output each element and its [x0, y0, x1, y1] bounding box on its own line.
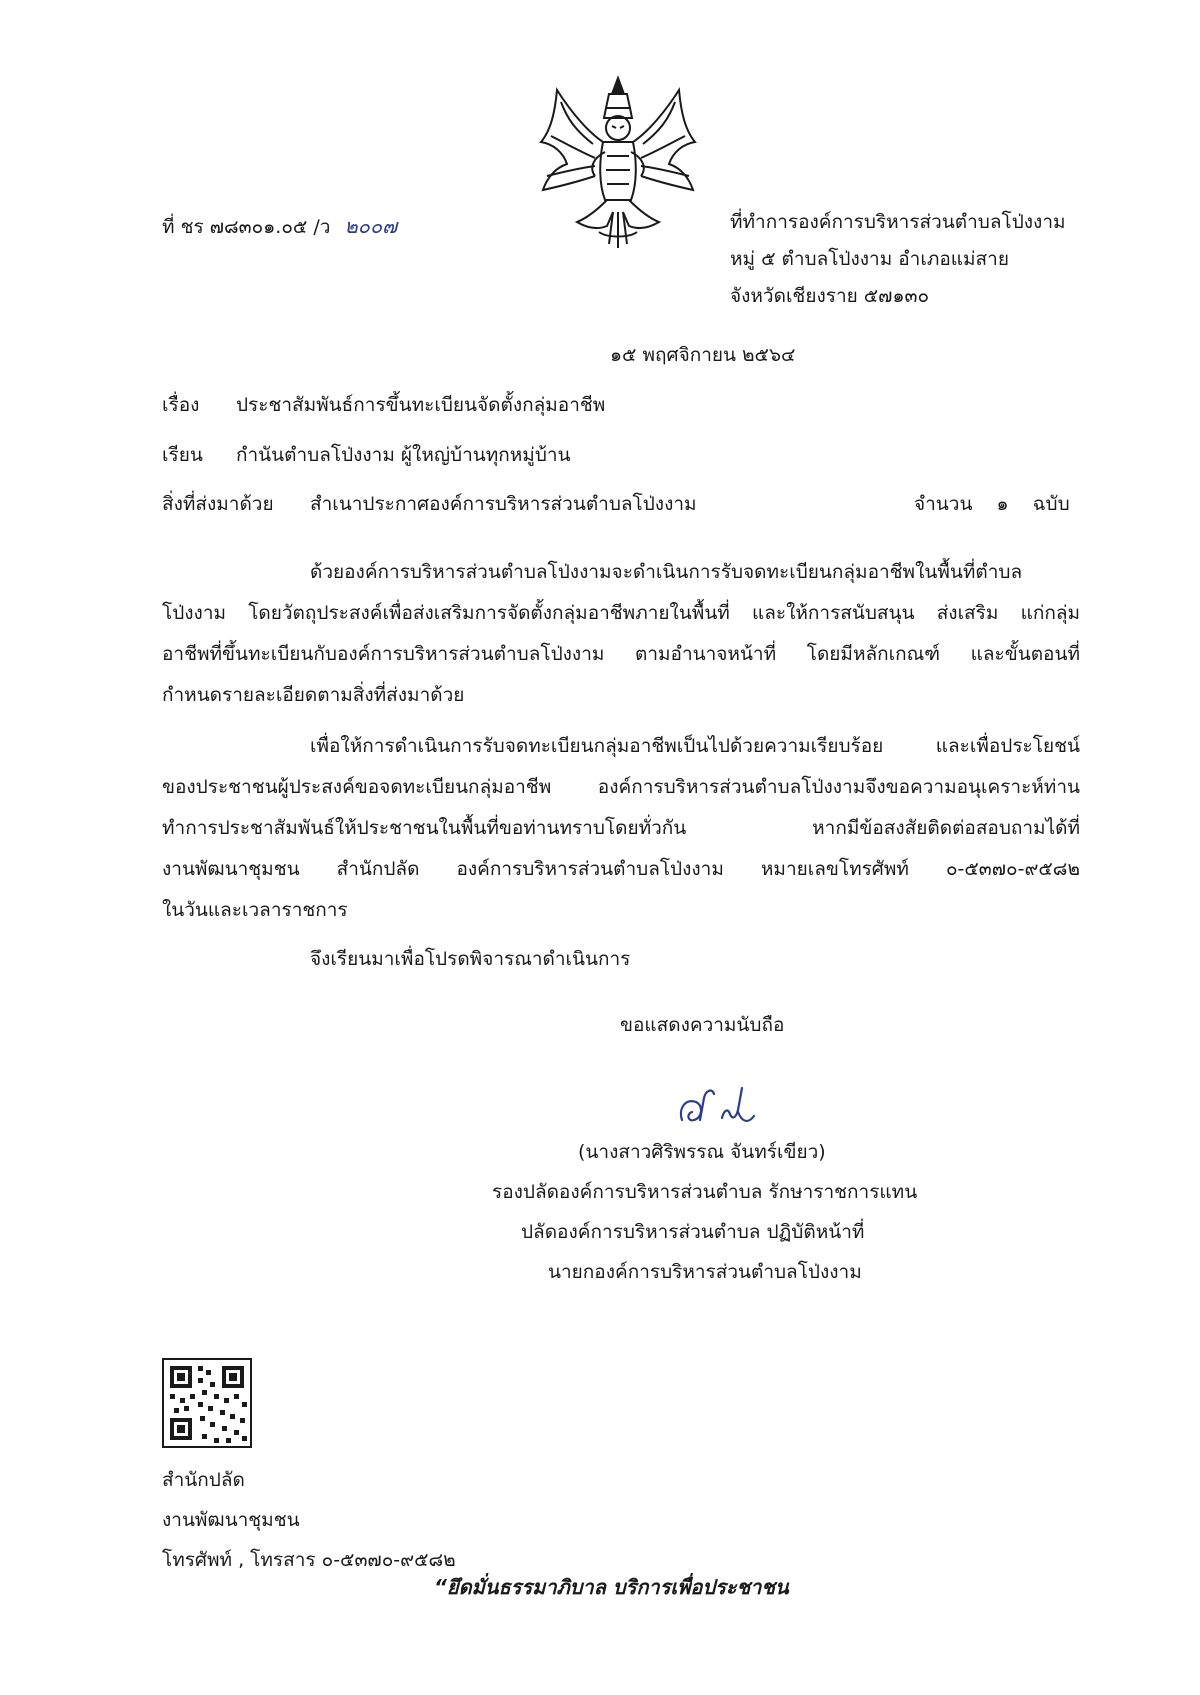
paragraph-line: เพื่อให้การดำเนินการรับจดทะเบียนกลุ่มอาชีพเป็นไปด้วยความเรียบร้อย และเพื่อประโยชน์: [310, 735, 1080, 757]
enclosure-count-label: จำนวน: [914, 493, 973, 515]
office-address-line: จังหวัดเชียงราย ๕๗๑๓๐: [730, 285, 930, 307]
closing-regards: ขอแสดงความนับถือ: [620, 1014, 785, 1036]
office-address-line: ที่ทำการองค์การบริหารส่วนตำบลโป่งงาม: [730, 211, 1066, 233]
garuda-emblem-icon: [533, 72, 703, 252]
signer-title-line: รองปลัดองค์การบริหารส่วนตำบล รักษาราชการแทน: [492, 1181, 918, 1203]
to-label: เรียน: [162, 444, 203, 466]
to-value: กำนันตำบลโป่งงาม ผู้ใหญ่บ้านทุกหมู่บ้าน: [236, 444, 571, 466]
signature-icon: [672, 1078, 764, 1136]
paragraph-line: ทำการประชาสัมพันธ์ให้ประชาชนในพื้นที่ขอท่านทราบโดยทั่วกัน หากมีข้อสงสัยติดต่อสอบถามได้ที่: [162, 817, 1080, 839]
paragraph-line: ของประชาชนผู้ประสงค์ขอจดทะเบียนกลุ่มอาชีพ องค์การบริหารส่วนตำบลโป่งงามจึงขอความอนุเคราะห์ท่าน: [162, 776, 1080, 798]
office-address-line: หมู่ ๕ ตำบลโป่งงาม อำเภอแม่สาย: [730, 248, 1009, 270]
enclosure-count-value: ๑: [996, 493, 1009, 515]
footer-phone: โทรศัพท์ , โทรสาร ๐-๕๓๗๐-๙๕๘๒: [162, 1549, 456, 1571]
subject-value: ประชาสัมพันธ์การขึ้นทะเบียนจัดตั้งกลุ่มอาชีพ: [236, 394, 606, 416]
enclosure-value: สำเนาประกาศองค์การบริหารส่วนตำบลโป่งงาม: [310, 493, 697, 515]
paragraph-line: อาชีพที่ขึ้นทะเบียนกับองค์การบริหารส่วนตำบลโป่งงาม ตามอำนาจหน้าที่ โดยมีหลักเกณฑ์ และขั้นตอนที่: [162, 643, 1080, 665]
paragraph-line: กำหนดรายละเอียดตามสิ่งที่ส่งมาด้วย: [162, 684, 465, 706]
paragraph-line: โป่งงาม โดยวัตถุประสงค์เพื่อส่งเสริมการจัดตั้งกลุ่มอาชีพภายในพื้นที่ และให้การสนับสนุน ส่งเสริม แก่กลุ่ม: [162, 602, 1080, 624]
footer-department: สำนักปลัด: [162, 1469, 245, 1491]
signer-name: (นางสาวศิริพรรณ จันทร์เขียว): [578, 1141, 826, 1163]
letter-date: ๑๕ พฤศจิกายน ๒๕๖๔: [610, 344, 796, 366]
enclosure-unit: ฉบับ: [1032, 493, 1070, 515]
footer-section: งานพัฒนาชุมชน: [162, 1509, 300, 1531]
signer-title-line: ปลัดองค์การบริหารส่วนตำบล ปฏิบัติหน้าที่: [521, 1221, 865, 1243]
enclosure-count: [914, 489, 1070, 519]
reference-number-handwritten: ๒๐๐๗: [344, 214, 398, 238]
enclosure-label: สิ่งที่ส่งมาด้วย: [162, 493, 274, 515]
closing-request: จึงเรียนมาเพื่อโปรดพิจารณาดำเนินการ: [310, 948, 631, 970]
reference-prefix: ที่ ชร ๗๘๓๐๑.๐๕ /ว: [162, 216, 331, 238]
qr-code-icon: [162, 1358, 252, 1448]
paragraph-line: ในวันและเวลาราชการ: [162, 899, 348, 921]
paragraph-line: งานพัฒนาชุมชน สำนักปลัด องค์การบริหารส่วนตำบลโป่งงาม หมายเลขโทรศัพท์ ๐-๕๓๗๐-๙๕๘๒: [162, 858, 1080, 880]
subject-label: เรื่อง: [162, 394, 200, 416]
paragraph-line: ด้วยองค์การบริหารส่วนตำบลโป่งงามจะดำเนินการรับจดทะเบียนกลุ่มอาชีพในพื้นที่ตำบล: [310, 561, 1023, 583]
signer-title-line: นายกองค์การบริหารส่วนตำบลโป่งงาม: [548, 1261, 862, 1283]
reference-number: [162, 210, 397, 242]
footer-slogan: “ยึดมั่นธรรมาภิบาล บริการเพื่อประชาชน: [434, 1575, 789, 1599]
